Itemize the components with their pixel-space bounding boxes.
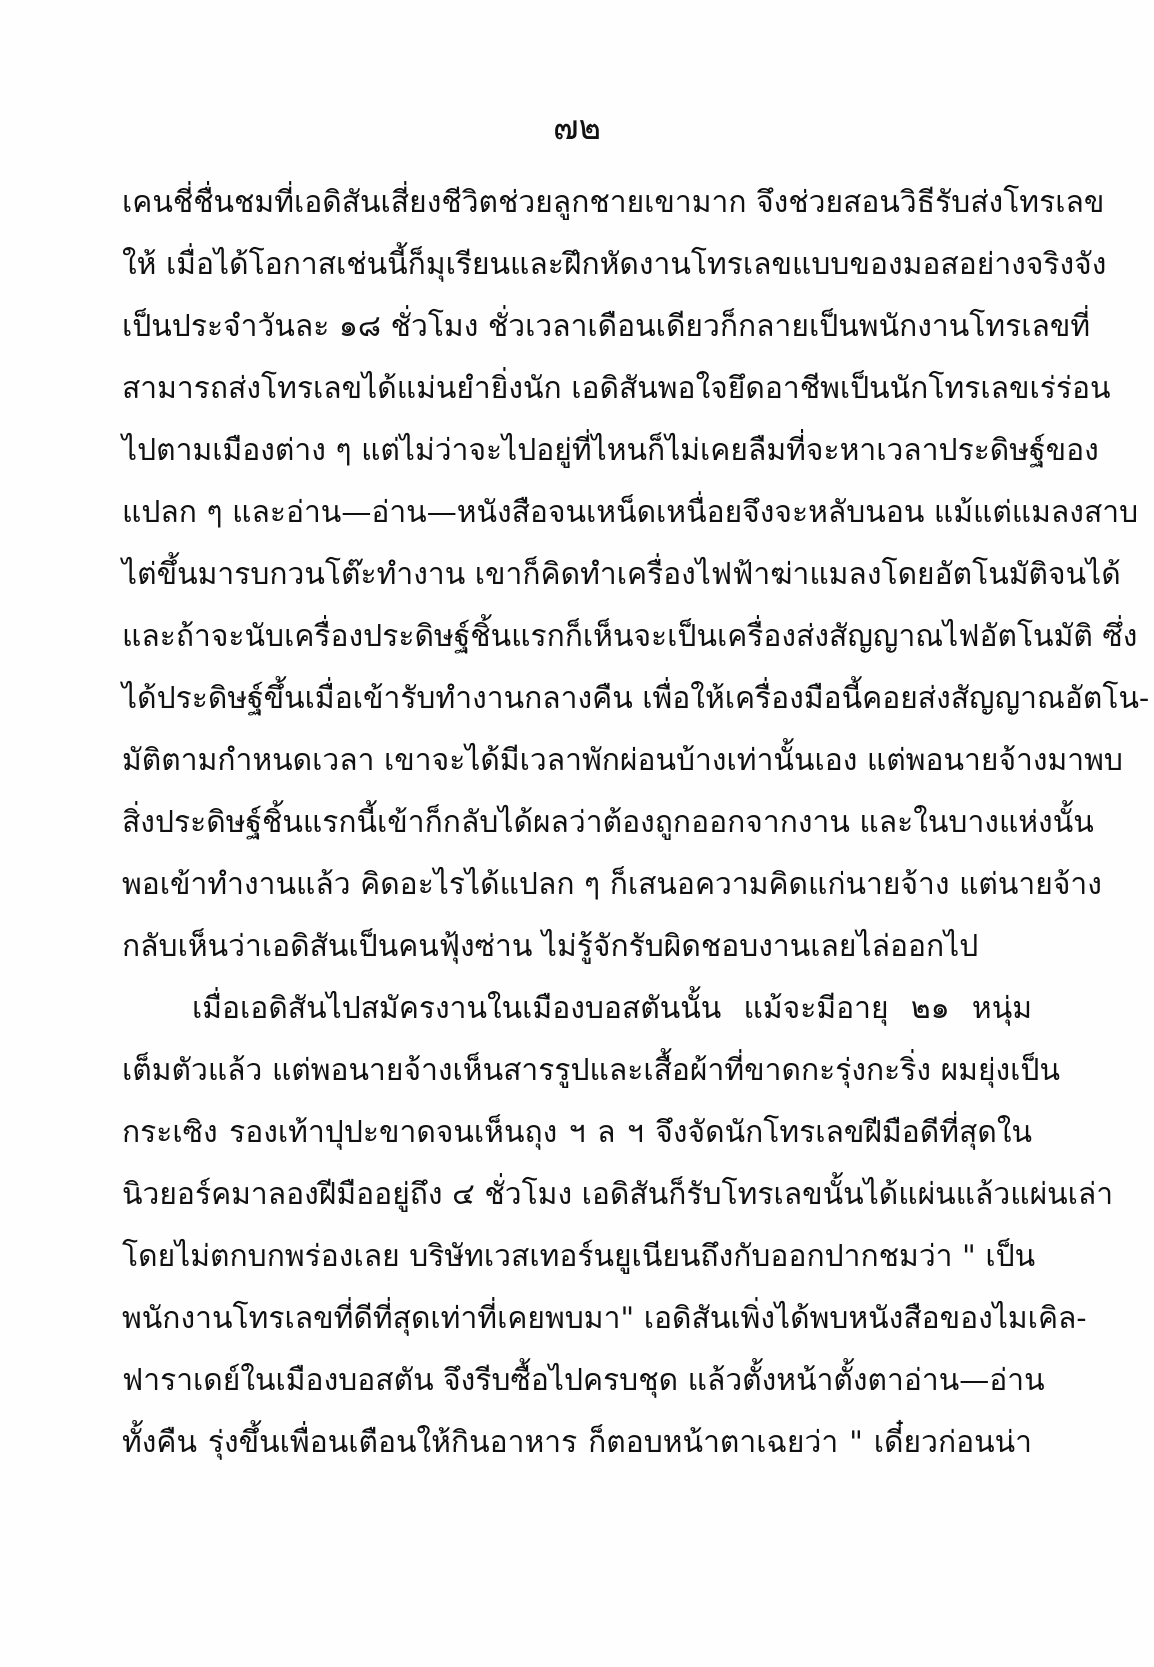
page-number: ๗๒ <box>553 108 601 148</box>
text-line: และถ้าจะนับเครื่องประดิษฐ์ชิ้นแรกก็เห็นจะเป็นเครื่องส่งสัญญาณไฟอัตโนมัติ ซึ่ง <box>122 619 1138 654</box>
text-line: เมื่อเอดิสันไปสมัครงานในเมืองบอสตันนั้น แม้จะมีอายุ ๒๑ หนุ่ม <box>192 991 1032 1026</box>
text-line: โดยไม่ตกบกพร่องเลย บริษัทเวสเทอร์นยูเนียนถึงกับออกปากชมว่า " เป็น <box>122 1239 1036 1274</box>
text-line: เคนชี่ชื่นชมที่เอดิสันเสี่ยงชีวิตช่วยลูกชายเขามาก จึงช่วยสอนวิธีรับส่งโทรเลข <box>122 185 1105 220</box>
text-line: เป็นประจำวันละ ๑๘ ชั่วโมง ชั่วเวลาเดือนเดียวก็กลายเป็นพนักงานโทรเลขที่ <box>122 309 1091 344</box>
text-line: ไต่ขึ้นมารบกวนโต๊ะทำงาน เขาก็คิดทำเครื่องไฟฟ้าฆ่าแมลงโดยอัตโนมัติจนได้ <box>122 557 1121 592</box>
text-line: พอเข้าทำงานแล้ว คิดอะไรได้แปลก ๆ ก็เสนอความคิดแก่นายจ้าง แต่นายจ้าง <box>122 867 1102 902</box>
text-line: กลับเห็นว่าเอดิสันเป็นคนฟุ้งซ่าน ไม่รู้จักรับผิดชอบงานเลยไล่ออกไป <box>122 929 979 964</box>
text-line: แปลก ๆ และอ่าน—อ่าน—หนังสือจนเหน็ดเหนื่อยจึงจะหลับนอน แม้แต่แมลงสาบ <box>122 495 1139 530</box>
text-line: เต็มตัวแล้ว แต่พอนายจ้างเห็นสารรูปและเสื้อผ้าที่ขาดกะรุ่งกะริ่ง ผมยุ่งเป็น <box>122 1053 1060 1088</box>
text-line: ให้ เมื่อได้โอกาสเช่นนี้ก็มุเรียนและฝึกหัดงานโทรเลขแบบของมอสอย่างจริงจัง <box>122 247 1107 282</box>
text-line: สิ่งประดิษฐ์ชิ้นแรกนี้เข้าก็กลับได้ผลว่าต้องถูกออกจากงาน และในบางแห่งนั้น <box>122 805 1094 840</box>
body-text <box>122 172 1150 1474</box>
text-line: ไปตามเมืองต่าง ๆ แต่ไม่ว่าจะไปอยู่ที่ไหนก็ไม่เคยลืมที่จะหาเวลาประดิษฐ์ของ <box>122 433 1099 468</box>
text-line: ฟาราเดย์ในเมืองบอสตัน จึงรีบซื้อไปครบชุด แล้วตั้งหน้าตั้งตาอ่าน—อ่าน <box>122 1363 1045 1398</box>
text-line: พนักงานโทรเลขที่ดีที่สุดเท่าที่เคยพบมา" เอดิสันเพิ่งได้พบหนังสือของไมเคิล- <box>122 1301 1087 1336</box>
text-line: ได้ประดิษฐ์ขึ้นเมื่อเข้ารับทำงานกลางคืน เพื่อให้เครื่องมือนี้คอยส่งสัญญาณอัตโน- <box>122 681 1150 716</box>
text-line: สามารถส่งโทรเลขได้แม่นยำยิ่งนัก เอดิสันพอใจยึดอาชีพเป็นนักโทรเลขเร่ร่อน <box>122 371 1111 406</box>
text-line: กระเซิง รองเท้าปุปะขาดจนเห็นถุง ฯ ล ฯ จึงจัดนักโทรเลขฝีมือดีที่สุดใน <box>122 1115 1032 1150</box>
text-line: ทั้งคืน รุ่งขึ้นเพื่อนเตือนให้กินอาหาร ก็ตอบหน้าตาเฉยว่า " เดี๋ยวก่อนน่า <box>122 1425 1032 1460</box>
text-line: นิวยอร์คมาลองฝีมืออยู่ถึง ๔ ชั่วโมง เอดิสันก็รับโทรเลขนั้นได้แผ่นแล้วแผ่นเล่า <box>122 1177 1114 1212</box>
text-line: มัติตามกำหนดเวลา เขาจะได้มีเวลาพักผ่อนบ้างเท่านั้นเอง แต่พอนายจ้างมาพบ <box>122 743 1123 778</box>
